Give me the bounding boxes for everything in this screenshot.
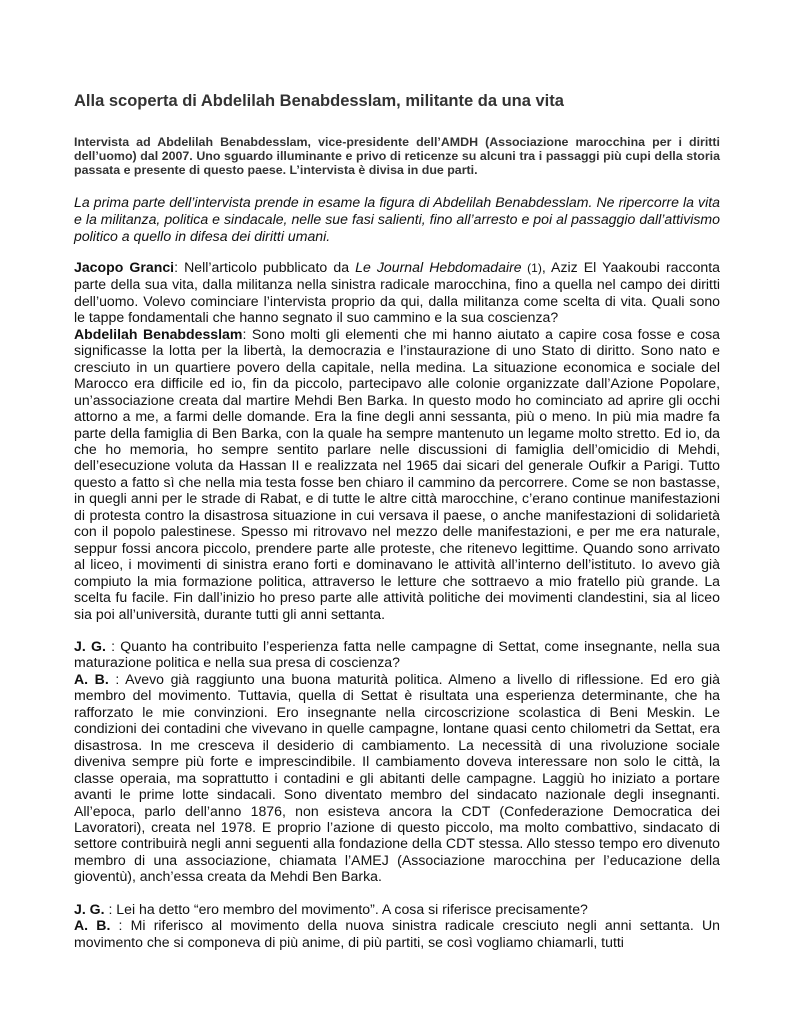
speaker-name: Jacopo Granci: [74, 259, 175, 275]
publication-name: Le Journal Hebdomadaire: [355, 259, 522, 275]
speaker-name: A. B.: [74, 670, 109, 687]
footnote-ref: (1): [521, 261, 542, 275]
question-1: Jacopo Granci: Nell’articolo pubblicato da Le Journal Hebdomadaire (1), Aziz El Yaakoubi racconta parte della sua vita, dalla militanza nella sinistra radicale marocchina, fino a quella nel campo dei diritti dell’uomo. Volevo cominciare l’intervista proprio da qui, dalla militanza come scelta di vita. Quali sono le tappe fondamentali che hanno segnato il suo cammino e la sua coscienza?: [74, 259, 720, 326]
page-title: Alla scoperta di Abdelilah Benabdesslam, militante da una vita: [74, 92, 564, 110]
answer-3: A. B. : Mi riferisco al movimento della nuova sinistra radicale cresciuto negli anni settanta. Un movimento che si componeva di più anime, di più partiti, se così vogliamo chiamarli, tutti: [74, 917, 720, 950]
interview-exchange-2: [74, 638, 720, 885]
speaker-name: J. G.: [74, 637, 106, 654]
question-2: J. G. : Quanto ha contribuito l’esperienza fatta nelle campagne di Settat, come insegnante, nella sua maturazione politica e nella sua presa di coscienza?: [74, 637, 720, 671]
lead-paragraph: La prima parte dell’intervista prende in esame la figura di Abdelilah Benabdesslam. Ne ripercorre la vita e la militanza, politica e sindacale, nelle sue fasi salienti, fino all’arresto e poi al passaggio dall’attivismo politico a quello in difesa dei diritti umani.: [74, 194, 720, 244]
speaker-name: A. B.: [74, 917, 111, 934]
speaker-name: Abdelilah Benabdesslam: [74, 325, 243, 342]
interview-exchange-3: [74, 901, 720, 950]
answer-1: Abdelilah Benabdesslam: Sono molti gli elementi che mi hanno aiutato a capire cosa fosse e cosa significasse la lotta per la libertà, la democrazia e l’instaurazione di uno Stato di diritto. Sono nato e cresciuto in un quartiere povero della capitale, nella medina. La situazione economica e sociale del Marocco era difficile ed io, fin da piccolo, partecipavo alle colonie organizzate dall’Azione Popolare, un’associazione creata dal martire Mehdi Ben Barka. In questo modo ho cominciato ad aprire gli occhi attorno a me, a farmi delle domande. Era la fine degli anni sessanta, più o meno. In più mia madre fa parte della famiglia di Ben Barka, con la quale ha sempre mantenuto un legame molto stretto. Ed io, da che ho memoria, ho sempre sentito parlare nelle discussioni di famiglia dell’omicidio di Mehdi, dell’esecuzione voluta da Hassan II e realizzata nel 1965 dai sicari del generale Oufkir a Parigi. Tutto questo a fatto sì che nella mia testa fosse ben chiaro il cammino da percorrere. Come se non bastasse, in quegli anni per le strade di Rabat, e di tutte le altre città marocchine, c’erano continue manifestazioni di protesta contro la disastrosa situazione in cui versava il paese, o anche manifestazioni di solidarietà con il popolo palestinese. Spesso mi ritrovavo nel mezzo delle manifestazioni, e per me era naturale, seppur fossi ancora piccolo, prendere parte alle proteste, che ritenevo legittime. Quando sono arrivato al liceo, i movimenti di sinistra erano forti e dominavano le attività all’interno dell’istituto. Io avevo già compiuto la mia formazione politica, attraverso le letture che sottraevo a mio fratello più grande. La scelta fu facile. Fin dall’inizio ho preso parte alle attività politiche dei movimenti clandestini, sia al liceo sia poi all’università, durante tutti gli anni settanta.: [74, 325, 721, 622]
question-3: J. G. : Lei ha detto “ero membro del movimento”. A cosa si riferisce precisamente?: [74, 900, 588, 917]
speaker-name: J. G.: [74, 900, 105, 917]
intro-paragraph: Intervista ad Abdelilah Benabdesslam, vice-presidente dell’AMDH (Associazione marocchina per i diritti dell’uomo) dal 2007. Uno sguardo illuminante e privo di reticenze su alcuni tra i passaggi più cupi della storia passata e presente di questo paese. L’intervista è divisa in due parti.: [74, 135, 720, 177]
interview-body: [74, 259, 720, 966]
answer-2: A. B. : Avevo già raggiunto una buona maturità politica. Almeno a livello di riflessione. Ed ero già membro del movimento. Tuttavia, quella di Settat è risultata una esperienza determinante, che ha rafforzato le mie convinzioni. Ero insegnante nella circoscrizione scolastica di Beni Meskin. Le condizioni dei contadini che vivevano in quelle campagne, lontane quasi cento chilometri da Settat, era disastrosa. In me cresceva il desiderio di cambiamento. La necessità di una rivoluzione sociale diveniva sempre più forte e imprescindibile. Il cambiamento doveva interessare non solo le città, la classe operaia, ma soprattutto i contadini e gli abitanti delle campagne. Laggiù ho iniziato a portare avanti le prime lotte sindacali. Sono diventato membro del sindacato nazionale degli insegnanti. All’epoca, parlo dell’anno 1876, non esisteva ancora la CDT (Confederazione Democratica dei Lavoratori), creata nel 1978. E proprio l’azione di questo piccolo, ma molto combattivo, sindacato di settore contribuirà negli anni seguenti alla fondazione della CDT stessa. Allo stesso tempo ero divenuto membro di una associazione, chiamata l’AMEJ (Associazione marocchina per l’educazione della gioventù), anch’essa creata da Mehdi Ben Barka.: [74, 670, 720, 885]
interview-exchange-1: [74, 259, 720, 622]
